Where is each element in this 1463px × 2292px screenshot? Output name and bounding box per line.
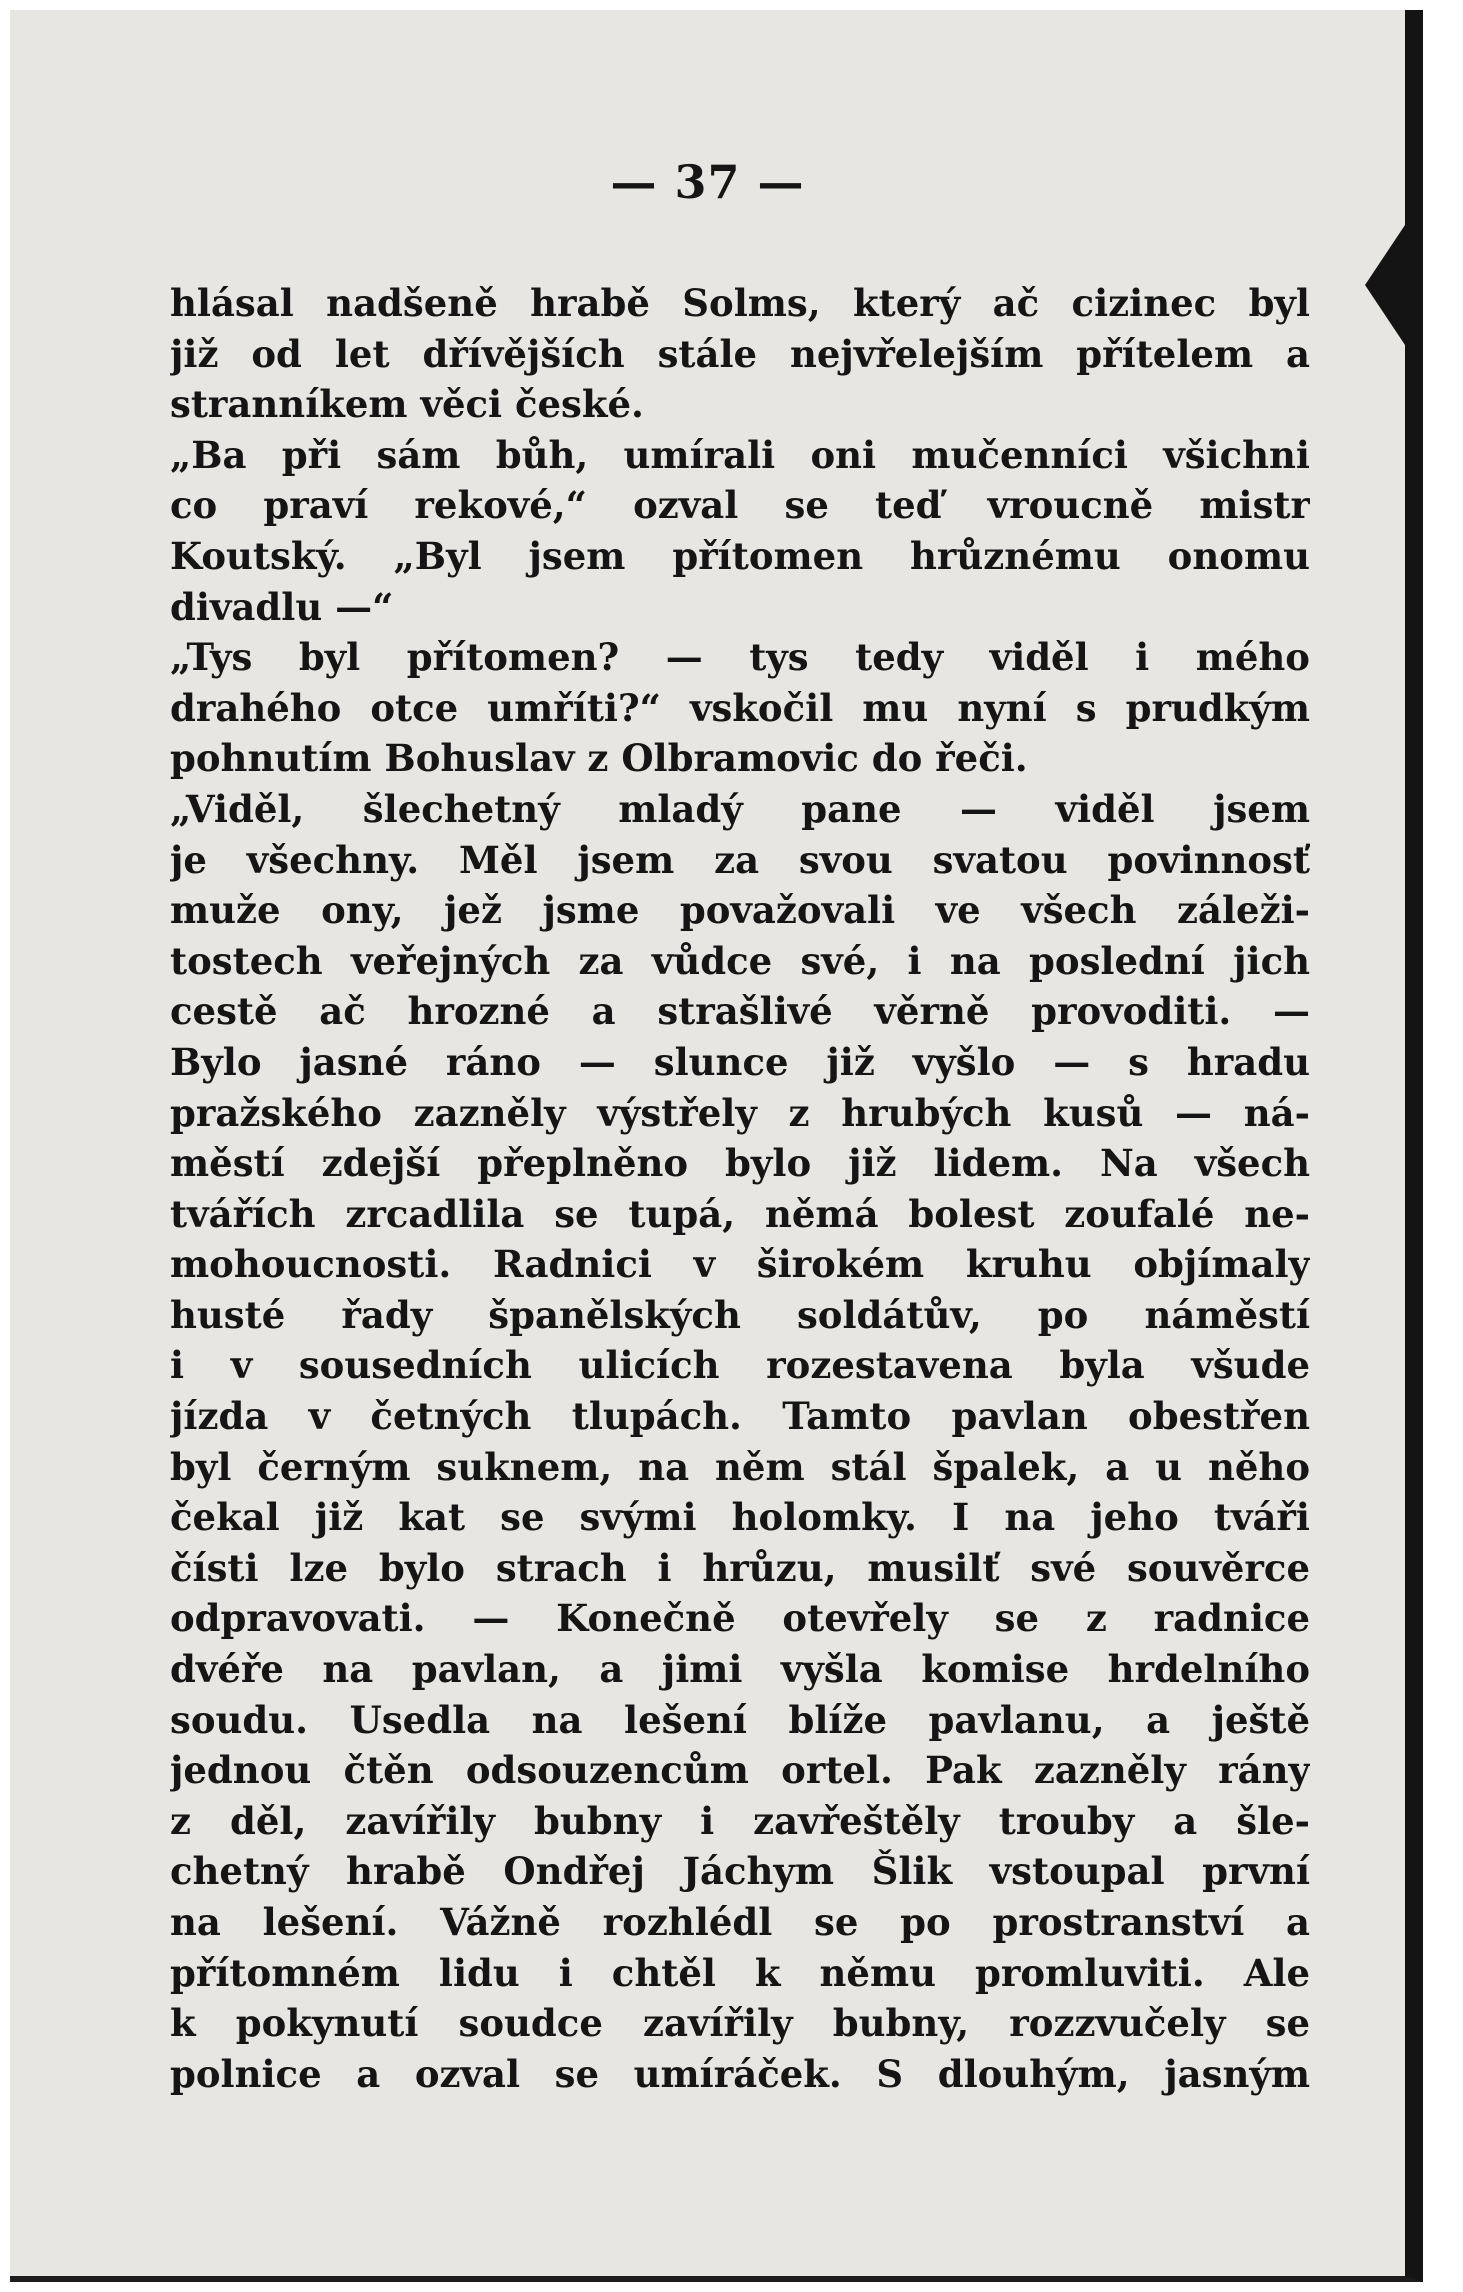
text-line: co praví rekové,“ ozval se teď vroucně mistr [170,483,1310,528]
text-line: chetný hrabě Ondřej Jáchym Šlik vstoupal první [170,1849,1310,1894]
body-text [170,278,1310,2099]
text-line: odpravovati. — Konečně otevřely se z radnice [170,1596,1310,1641]
text-line: pohnutím Bohuslav z Olbramovic do řeči. [170,736,1028,781]
text-line: „Ba při sám bůh, umírali oni mučenníci všichni [170,432,1310,477]
text-line: již od let dřívějších stále nejvřelejším přítelem a [170,331,1310,376]
text-line: polnice a ozval se umíráček. S dlouhým, jasným [170,2051,1310,2096]
page-number: — 37 — [610,155,805,209]
text-line: hlásal nadšeně hrabě Solms, který ač cizinec byl [170,281,1310,325]
text-line: Bylo jasné ráno — slunce již vyšlo — s hradu [170,1039,1310,1084]
text-line: mohoucnosti. Radnici v širokém kruhu objímaly [170,1242,1310,1287]
text-line: z děl, zavířily bubny i zavřeštěly trouby a šle- [170,1798,1310,1843]
text-line: čísti lze bylo strach i hrůzu, musilť své souvěrce [170,1545,1310,1590]
page-edge-shadow [1365,225,1405,345]
text-line: byl černým suknem, na něm stál špalek, a u něho [170,1444,1310,1489]
text-line: soudu. Usedla na lešení blíže pavlanu, a ještě [170,1697,1310,1742]
text-line: muže ony, jež jsme považovali ve všech záleži- [170,888,1310,933]
text-line: dvéře na pavlan, a jimi vyšla komise hrdelního [170,1647,1310,1692]
text-line: pražského zazněly výstřely z hrubých kusů — ná- [170,1090,1310,1135]
text-line: městí zdejší přeplněno bylo již lidem. Na všech [170,1141,1310,1186]
text-line: na lešení. Vážně rozhlédl se po prostranství a [170,1900,1310,1944]
text-line: i v sousedních ulicích rozestavena byla všude [170,1343,1310,1388]
text-line: čekal již kat se svými holomky. I na jeho tváři [170,1495,1310,1540]
book-page [10,10,1423,2282]
text-line: tvářích zrcadlila se tupá, němá bolest zoufalé ne- [170,1191,1310,1236]
text-line: Koutský. „Byl jsem přítomen hrůznému onomu [170,533,1310,578]
text-line: přítomném lidu i chtěl k němu promluviti. Ale [170,1950,1310,1995]
text-line: jízda v četných tlupách. Tamto pavlan obestřen [170,1394,1310,1439]
text-line: cestě ač hrozné a strašlivé věrně provoditi. — [170,989,1310,1034]
text-line: jednou čtěn odsouzencům ortel. Pak zazněly rány [170,1748,1310,1793]
text-line: tostech veřejných za vůdce své, i na poslední jich [170,938,1310,983]
text-line: „Tys byl přítomen? — tys tedy viděl i mého [170,635,1310,680]
text-line: „Viděl, šlechetný mladý pane — viděl jsem [170,786,1310,831]
text-line: k pokynutí soudce zavířily bubny, rozzvučely se [170,2001,1310,2046]
text-line: stranníkem věci české. [170,382,644,427]
text-line: divadlu —“ [170,584,394,629]
text-line: je všechny. Měl jsem za svou svatou povinnosť [170,837,1310,882]
text-line: drahého otce umříti?“ vskočil mu nyní s prudkým [170,685,1310,730]
text-line: husté řady španělských soldátův, po náměstí [170,1292,1310,1337]
